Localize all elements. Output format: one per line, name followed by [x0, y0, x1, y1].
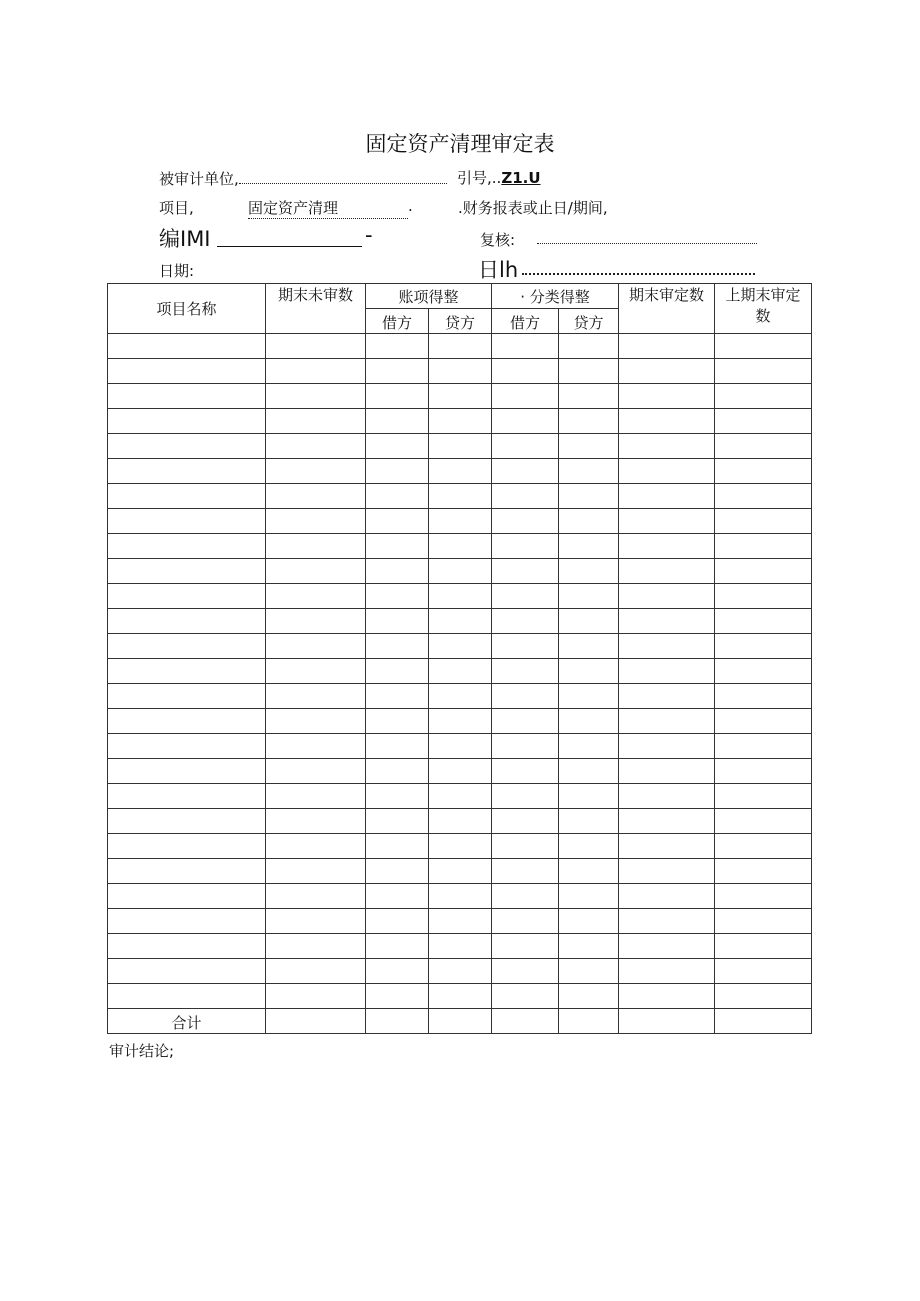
table-cell[interactable] — [715, 859, 812, 884]
table-cell[interactable] — [429, 709, 492, 734]
table-cell[interactable] — [266, 834, 366, 859]
table-cell[interactable] — [108, 709, 266, 734]
table-cell[interactable] — [559, 809, 619, 834]
table-cell[interactable] — [366, 659, 429, 684]
table-cell[interactable] — [108, 834, 266, 859]
conclusion-label: 审计结论; — [109, 1042, 175, 1060]
table-row — [108, 984, 812, 1009]
total-cell[interactable] — [619, 1009, 715, 1034]
table-cell[interactable] — [266, 459, 366, 484]
table-cell[interactable] — [619, 884, 715, 909]
table-cell[interactable] — [492, 859, 559, 884]
table-cell[interactable] — [108, 559, 266, 584]
table-cell[interactable] — [559, 334, 619, 359]
table-cell[interactable] — [619, 559, 715, 584]
table-cell[interactable] — [559, 359, 619, 384]
table-cell[interactable] — [366, 834, 429, 859]
sub-header-debit: 借方 — [492, 309, 559, 334]
table-cell[interactable] — [366, 984, 429, 1009]
table-cell[interactable] — [366, 884, 429, 909]
table-cell[interactable] — [715, 434, 812, 459]
table-cell[interactable] — [366, 959, 429, 984]
table-cell[interactable] — [559, 959, 619, 984]
table-row — [108, 509, 812, 534]
table-cell[interactable] — [559, 384, 619, 409]
preparer-label: 编IMI — [159, 227, 211, 251]
table-cell[interactable] — [715, 609, 812, 634]
col-header-account-adjust: 账项得整 — [366, 284, 492, 309]
table-row — [108, 709, 812, 734]
table-cell[interactable] — [108, 509, 266, 534]
table-cell[interactable] — [366, 559, 429, 584]
table-cell[interactable] — [715, 984, 812, 1009]
table-cell[interactable] — [108, 734, 266, 759]
table-cell[interactable] — [559, 609, 619, 634]
ref-label: 引号,.. — [457, 169, 502, 187]
table-cell[interactable] — [108, 434, 266, 459]
table-cell[interactable] — [266, 634, 366, 659]
table-row — [108, 884, 812, 909]
table-cell[interactable] — [266, 909, 366, 934]
table-cell[interactable] — [108, 934, 266, 959]
table-cell[interactable] — [366, 534, 429, 559]
table-cell[interactable] — [619, 759, 715, 784]
date2-field[interactable] — [522, 259, 755, 275]
table-cell[interactable] — [715, 884, 812, 909]
table-cell[interactable] — [429, 759, 492, 784]
table-cell[interactable] — [559, 634, 619, 659]
col-header-unaudited: 期末未审数 — [266, 284, 366, 334]
table-row — [108, 759, 812, 784]
table-cell[interactable] — [429, 384, 492, 409]
table-cell[interactable] — [492, 684, 559, 709]
table-cell[interactable] — [492, 909, 559, 934]
total-cell[interactable] — [266, 1009, 366, 1034]
table-cell[interactable] — [559, 834, 619, 859]
table-cell[interactable] — [108, 909, 266, 934]
date-label: 日期: — [159, 262, 195, 280]
table-cell[interactable] — [559, 434, 619, 459]
table-cell[interactable] — [108, 359, 266, 384]
table-cell[interactable] — [715, 334, 812, 359]
table-cell[interactable] — [108, 334, 266, 359]
table-cell[interactable] — [266, 509, 366, 534]
table-cell[interactable] — [619, 734, 715, 759]
table-row — [108, 859, 812, 884]
total-label: 合计 — [108, 1009, 266, 1034]
table-cell[interactable] — [266, 859, 366, 884]
sub-header-credit: 贷方 — [559, 309, 619, 334]
audited-unit-line — [159, 167, 447, 189]
table-cell[interactable] — [108, 659, 266, 684]
table-cell[interactable] — [266, 559, 366, 584]
table-cell[interactable] — [266, 684, 366, 709]
table-cell[interactable] — [108, 859, 266, 884]
table-cell[interactable] — [715, 909, 812, 934]
table-cell[interactable] — [429, 984, 492, 1009]
table-cell[interactable] — [559, 459, 619, 484]
audited-unit-field[interactable] — [239, 167, 447, 184]
total-row — [108, 1009, 812, 1034]
period-label: .财务报表或止日/期间, — [458, 199, 608, 217]
table-cell[interactable] — [559, 484, 619, 509]
table-cell[interactable] — [619, 934, 715, 959]
audit-table — [107, 283, 812, 1034]
table-cell[interactable] — [492, 834, 559, 859]
total-cell[interactable] — [366, 1009, 429, 1034]
table-row — [108, 934, 812, 959]
table-cell[interactable] — [366, 859, 429, 884]
preparer-field[interactable] — [217, 246, 362, 247]
table-cell[interactable] — [492, 884, 559, 909]
table-cell[interactable] — [715, 534, 812, 559]
table-cell[interactable] — [108, 809, 266, 834]
table-cell[interactable] — [429, 584, 492, 609]
table-cell[interactable] — [492, 534, 559, 559]
table-cell[interactable] — [492, 709, 559, 734]
table-cell[interactable] — [715, 809, 812, 834]
item-label: 项目, — [159, 199, 194, 217]
table-cell[interactable] — [492, 734, 559, 759]
table-cell[interactable] — [619, 509, 715, 534]
table-cell[interactable] — [559, 584, 619, 609]
table-cell[interactable] — [108, 984, 266, 1009]
table-row — [108, 809, 812, 834]
table-cell[interactable] — [619, 359, 715, 384]
table-cell[interactable] — [266, 784, 366, 809]
table-cell[interactable] — [715, 359, 812, 384]
table-cell[interactable] — [492, 809, 559, 834]
table-cell[interactable] — [715, 959, 812, 984]
table-cell[interactable] — [366, 584, 429, 609]
table-cell[interactable] — [619, 784, 715, 809]
table-cell[interactable] — [429, 934, 492, 959]
table-cell[interactable] — [559, 984, 619, 1009]
table-cell[interactable] — [559, 534, 619, 559]
page-title: 固定资产清理审定表 — [365, 132, 555, 156]
table-row — [108, 609, 812, 634]
reviewer-label: 复核: — [480, 231, 516, 249]
table-cell[interactable] — [492, 384, 559, 409]
table-cell[interactable] — [366, 509, 429, 534]
table-cell[interactable] — [715, 509, 812, 534]
table-cell[interactable] — [492, 434, 559, 459]
table-cell[interactable] — [366, 459, 429, 484]
table-cell[interactable] — [559, 659, 619, 684]
table-cell[interactable] — [492, 484, 559, 509]
table-cell[interactable] — [559, 909, 619, 934]
table-cell[interactable] — [108, 634, 266, 659]
total-cell[interactable] — [559, 1009, 619, 1034]
table-cell[interactable] — [429, 884, 492, 909]
table-cell[interactable] — [266, 959, 366, 984]
table-cell[interactable] — [429, 734, 492, 759]
table-row — [108, 559, 812, 584]
table-cell[interactable] — [619, 959, 715, 984]
table-cell[interactable] — [492, 559, 559, 584]
table-cell[interactable] — [715, 584, 812, 609]
total-cell[interactable] — [715, 1009, 812, 1034]
table-cell[interactable] — [619, 659, 715, 684]
table-cell[interactable] — [108, 534, 266, 559]
table-cell[interactable] — [429, 509, 492, 534]
table-cell[interactable] — [429, 334, 492, 359]
table-cell[interactable] — [429, 434, 492, 459]
table-cell[interactable] — [429, 834, 492, 859]
table-cell[interactable] — [266, 534, 366, 559]
table-cell[interactable] — [715, 834, 812, 859]
preparer-suffix: - — [365, 223, 373, 247]
table-cell[interactable] — [429, 534, 492, 559]
sub-header-debit: 借方 — [366, 309, 429, 334]
table-row — [108, 959, 812, 984]
table-cell[interactable] — [266, 709, 366, 734]
table-cell[interactable] — [366, 384, 429, 409]
table-cell[interactable] — [266, 434, 366, 459]
table-cell[interactable] — [266, 734, 366, 759]
table-cell[interactable] — [366, 634, 429, 659]
col-header-item-name: 项目名称 — [108, 284, 266, 334]
table-cell[interactable] — [429, 784, 492, 809]
table-cell[interactable] — [715, 734, 812, 759]
table-cell[interactable] — [266, 409, 366, 434]
table-cell[interactable] — [559, 709, 619, 734]
table-cell[interactable] — [492, 609, 559, 634]
table-cell[interactable] — [492, 659, 559, 684]
table-cell[interactable] — [366, 734, 429, 759]
table-cell[interactable] — [492, 584, 559, 609]
table-cell[interactable] — [366, 784, 429, 809]
table-cell[interactable] — [266, 359, 366, 384]
table-cell[interactable] — [619, 609, 715, 634]
table-cell[interactable] — [366, 359, 429, 384]
table-cell[interactable] — [366, 609, 429, 634]
table-row — [108, 634, 812, 659]
table-cell[interactable] — [715, 384, 812, 409]
table-cell[interactable] — [619, 434, 715, 459]
table-cell[interactable] — [559, 409, 619, 434]
table-row — [108, 909, 812, 934]
table-cell[interactable] — [366, 409, 429, 434]
table-cell[interactable] — [108, 609, 266, 634]
table-cell[interactable] — [559, 759, 619, 784]
table-cell[interactable] — [559, 559, 619, 584]
col-header-prior-audited: 上期末审定数 — [715, 284, 812, 334]
table-cell[interactable] — [108, 759, 266, 784]
table-row — [108, 784, 812, 809]
table-cell[interactable] — [619, 534, 715, 559]
table-cell[interactable] — [619, 984, 715, 1009]
table-cell[interactable] — [559, 734, 619, 759]
table-row — [108, 359, 812, 384]
table-cell[interactable] — [492, 334, 559, 359]
table-cell[interactable] — [108, 959, 266, 984]
table-cell[interactable] — [559, 784, 619, 809]
table-cell[interactable] — [559, 684, 619, 709]
table-cell[interactable] — [266, 584, 366, 609]
table-cell[interactable] — [108, 684, 266, 709]
table-cell[interactable] — [715, 484, 812, 509]
sub-header-credit: 贷方 — [429, 309, 492, 334]
table-cell[interactable] — [429, 409, 492, 434]
table-cell[interactable] — [366, 934, 429, 959]
table-row — [108, 834, 812, 859]
table-cell[interactable] — [266, 884, 366, 909]
table-cell[interactable] — [266, 759, 366, 784]
reviewer-field[interactable] — [537, 229, 757, 244]
table-cell[interactable] — [492, 934, 559, 959]
table-cell[interactable] — [619, 459, 715, 484]
table-cell[interactable] — [429, 684, 492, 709]
table-cell[interactable] — [108, 384, 266, 409]
table-cell[interactable] — [492, 759, 559, 784]
table-cell[interactable] — [492, 409, 559, 434]
col-header-class-adjust: · 分类得整 — [492, 284, 619, 309]
table-cell[interactable] — [266, 934, 366, 959]
table-row — [108, 334, 812, 359]
table-cell[interactable] — [108, 409, 266, 434]
table-row — [108, 434, 812, 459]
table-row — [108, 734, 812, 759]
table-cell[interactable] — [619, 334, 715, 359]
table-cell[interactable] — [715, 559, 812, 584]
table-cell[interactable] — [429, 659, 492, 684]
item-suffix: . — [408, 197, 413, 215]
table-cell[interactable] — [619, 584, 715, 609]
table-cell[interactable] — [429, 484, 492, 509]
table-cell[interactable] — [492, 509, 559, 534]
table-cell[interactable] — [429, 459, 492, 484]
table-row — [108, 684, 812, 709]
table-cell[interactable] — [366, 809, 429, 834]
ref-value: Z1.U — [501, 169, 541, 187]
table-cell[interactable] — [429, 359, 492, 384]
table-cell[interactable] — [492, 784, 559, 809]
table-row — [108, 659, 812, 684]
table-cell[interactable] — [429, 634, 492, 659]
table-cell[interactable] — [715, 459, 812, 484]
table-cell[interactable] — [492, 359, 559, 384]
table-cell[interactable] — [492, 459, 559, 484]
table-cell[interactable] — [619, 384, 715, 409]
table-cell[interactable] — [619, 709, 715, 734]
ref-line — [457, 167, 541, 188]
table-cell[interactable] — [108, 459, 266, 484]
table-cell[interactable] — [492, 634, 559, 659]
total-cell[interactable] — [492, 1009, 559, 1034]
table-cell[interactable] — [366, 709, 429, 734]
table-cell[interactable] — [366, 484, 429, 509]
table-cell[interactable] — [429, 559, 492, 584]
table-cell[interactable] — [492, 984, 559, 1009]
table-cell[interactable] — [266, 384, 366, 409]
table-cell[interactable] — [619, 634, 715, 659]
table-cell[interactable] — [366, 759, 429, 784]
table-cell[interactable] — [715, 659, 812, 684]
table-cell[interactable] — [266, 334, 366, 359]
table-cell[interactable] — [266, 484, 366, 509]
table-cell[interactable] — [266, 659, 366, 684]
table-row — [108, 534, 812, 559]
table-cell[interactable] — [619, 909, 715, 934]
table-cell[interactable] — [429, 609, 492, 634]
table-cell[interactable] — [266, 609, 366, 634]
table-cell[interactable] — [715, 634, 812, 659]
table-cell[interactable] — [366, 684, 429, 709]
table-cell[interactable] — [715, 784, 812, 809]
table-cell[interactable] — [366, 334, 429, 359]
table-cell[interactable] — [266, 984, 366, 1009]
table-cell[interactable] — [619, 484, 715, 509]
item-value: 固定资产清理 — [248, 199, 339, 217]
audited-unit-label: 被审计单位, — [159, 170, 239, 188]
date2-label: 日lh — [478, 258, 519, 282]
table-cell[interactable] — [715, 409, 812, 434]
table-row — [108, 584, 812, 609]
table-cell[interactable] — [108, 884, 266, 909]
table-row — [108, 384, 812, 409]
total-cell[interactable] — [429, 1009, 492, 1034]
table-cell[interactable] — [266, 809, 366, 834]
table-cell[interactable] — [559, 859, 619, 884]
table-row — [108, 409, 812, 434]
table-cell[interactable] — [619, 809, 715, 834]
table-row — [108, 459, 812, 484]
table-cell[interactable] — [715, 709, 812, 734]
col-header-audited: 期末审定数 — [619, 284, 715, 334]
table-cell[interactable] — [108, 584, 266, 609]
table-cell[interactable] — [619, 834, 715, 859]
table-cell[interactable] — [366, 909, 429, 934]
table-cell[interactable] — [429, 959, 492, 984]
table-cell[interactable] — [715, 684, 812, 709]
table-cell[interactable] — [619, 859, 715, 884]
table-cell[interactable] — [619, 684, 715, 709]
table-cell[interactable] — [108, 484, 266, 509]
table-cell[interactable] — [559, 509, 619, 534]
table-row — [108, 484, 812, 509]
table-cell[interactable] — [429, 809, 492, 834]
item-field[interactable] — [248, 197, 408, 219]
table-cell[interactable] — [715, 934, 812, 959]
table-cell[interactable] — [429, 859, 492, 884]
table-cell[interactable] — [492, 959, 559, 984]
table-cell[interactable] — [366, 434, 429, 459]
table-cell[interactable] — [108, 784, 266, 809]
table-cell[interactable] — [559, 934, 619, 959]
table-cell[interactable] — [619, 409, 715, 434]
table-cell[interactable] — [715, 759, 812, 784]
table-cell[interactable] — [559, 884, 619, 909]
table-cell[interactable] — [429, 909, 492, 934]
